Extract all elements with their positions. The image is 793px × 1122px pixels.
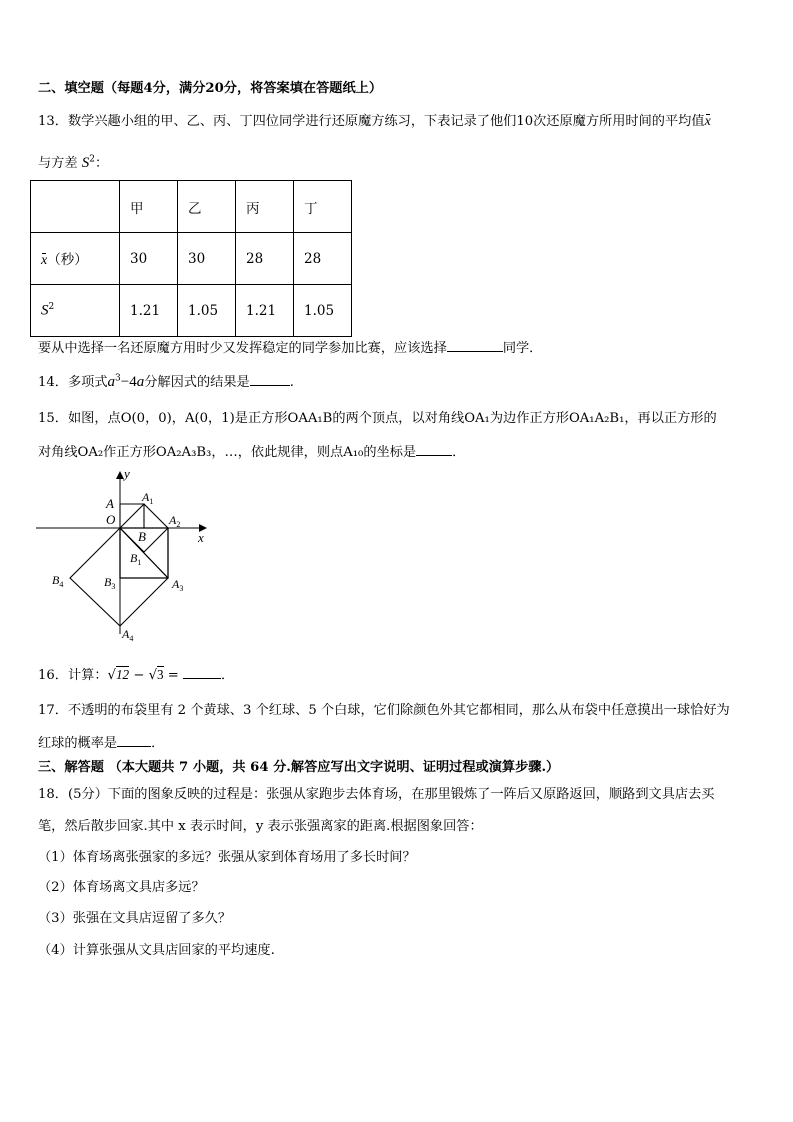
q15-end: ． <box>452 445 466 460</box>
label-B: B <box>138 529 146 544</box>
q14-exp: 3 <box>115 373 121 384</box>
q14-var-a: a <box>107 374 116 390</box>
q14-prefix: 14．多项式 <box>38 375 108 390</box>
answer-blank[interactable] <box>416 443 452 456</box>
unit-label: （秒） <box>47 252 88 268</box>
q14-minus: −4 <box>120 374 137 390</box>
variance-symbol: S <box>41 302 49 319</box>
variance-exp: 2 <box>48 301 55 312</box>
question-18-sub1: （1）体育场离张强家的多远？张强从家到体育场用了多长时间？ <box>38 850 416 865</box>
q15-line2: 对角线OA₂作正方形OA₂A₃B₃，…，依此规律，则点A₁₀的坐标是 <box>38 445 417 460</box>
question-18-sub4: （4）计算张强从文具店回家的平均速度. <box>38 943 275 958</box>
answer-blank[interactable] <box>183 666 221 679</box>
q17-end: ． <box>151 736 165 751</box>
question-17-text-line2 <box>38 732 164 751</box>
table-row-label <box>31 285 120 337</box>
label-B3: $B_3$ <box>104 575 116 591</box>
q16-equals: = <box>163 668 183 683</box>
answer-blank[interactable] <box>250 373 290 386</box>
label-x: x <box>198 530 204 545</box>
question-18-sub3: （3）张强在文具店逗留了多久？ <box>38 911 232 926</box>
answer-blank[interactable] <box>447 339 503 352</box>
table-row-label <box>31 233 120 285</box>
label-B4: $B_4$ <box>52 573 64 589</box>
label-B1: $B_1$ <box>130 551 142 567</box>
table-row <box>31 285 352 337</box>
table-header-cell <box>31 181 120 233</box>
question-18-text-line2: 笔，然后散步回家.其中 x 表示时间，y 表示张强离家的距离.根据图象回答： <box>38 819 483 834</box>
table-cell: 1.21 <box>236 285 294 337</box>
q14-suffix: 分解因式的结果是 <box>144 375 250 390</box>
q14-end: . <box>289 375 294 390</box>
q14-var-a2: a <box>136 374 145 390</box>
table-row <box>31 233 352 285</box>
label-O: O <box>106 512 116 527</box>
section-title-solutions: 三、解答题 （本大题共 7 小题，共 64 分.解答应写出文字说明、证明过程或演算步骤.） <box>38 760 560 775</box>
table-header-cell: 丙 <box>236 181 294 233</box>
table-header-cell: 乙 <box>178 181 236 233</box>
q13-intro: 13．数学兴趣小组的甲、乙、丙、丁四位同学进行还原魔方练习，下表记录了他们10次还原魔方所用时间的平均值 <box>38 114 705 129</box>
table-cell: 28 <box>294 233 352 285</box>
q16-prefix: 16．计算： <box>38 668 108 683</box>
q13-variance-symbol: S <box>81 155 90 171</box>
label-A2: $A_2$ <box>169 513 181 529</box>
table-cell: 30 <box>178 233 236 285</box>
q13-colon: ： <box>95 156 109 171</box>
section-title-fill-in: 二、填空题（每题4分，满分20分，将答案填在答题纸上） <box>38 81 383 96</box>
table-cell: 1.05 <box>178 285 236 337</box>
label-A4: $A_4$ <box>122 627 134 643</box>
q13-mean-symbol: x <box>704 114 711 129</box>
table-header-cell: 甲 <box>120 181 178 233</box>
question-15-text: 15．如图，点O(0，0)，A(0，1)是正方形OAA₁B的两个顶点，以对角线OA₁为边作正方形OA₁A₂B₁，再以正方形的 <box>38 411 717 426</box>
q16-radicand-2: 3 <box>156 667 164 682</box>
q16-minus: − <box>129 668 149 683</box>
sqrt-sign-icon: √ <box>107 668 116 683</box>
label-A: A <box>106 496 114 511</box>
table-cell: 1.05 <box>294 285 352 337</box>
q17-line2: 红球的概率是 <box>38 736 118 751</box>
table-header-cell: 丁 <box>294 181 352 233</box>
answer-blank[interactable] <box>117 734 151 747</box>
question-18-text: 18．(5分）下面的图象反映的过程是：张强从家跑步去体育场，在那里锻炼了一阵后又原路返回，顺路到文具店去买 <box>38 787 715 802</box>
mean-symbol: x <box>41 253 48 268</box>
table-row <box>31 181 352 233</box>
table-cell: 30 <box>120 233 178 285</box>
q13-data-table <box>30 180 352 337</box>
question-18-sub2: （2）体育场离文具店多远？ <box>38 880 205 895</box>
question-14-text <box>38 371 294 391</box>
q13-variance-exp: 2 <box>89 154 95 165</box>
question-17-text: 17．不透明的布袋里有 2 个黄球、3 个红球、5 个白球，它们除颜色外其它都相同，那么从布袋中任意摸出一球恰好为 <box>38 703 730 718</box>
label-A1: $A_1$ <box>142 490 154 506</box>
q16-end: ． <box>221 668 235 683</box>
question-16-text <box>38 664 234 683</box>
table-cell: 1.21 <box>120 285 178 337</box>
sqrt-sign-icon: √ <box>148 668 157 683</box>
q16-radicand-1: 12 <box>115 667 130 682</box>
table-cell: 28 <box>236 233 294 285</box>
label-A3: $A_3$ <box>172 577 184 593</box>
q13-question-text: 要从中选择一名还原魔方用时少又发挥稳定的同学参加比赛，应该选择 <box>38 341 447 356</box>
q13-intro-2: 与方差 <box>38 156 78 171</box>
q13-question <box>38 337 542 356</box>
q15-square-spiral-figure <box>36 466 226 646</box>
question-15-text-line2 <box>38 441 465 460</box>
label-y: y <box>124 466 130 481</box>
question-13-text <box>38 110 711 130</box>
question-13-text-line2 <box>38 152 108 172</box>
q13-question-end: 同学． <box>502 341 543 356</box>
